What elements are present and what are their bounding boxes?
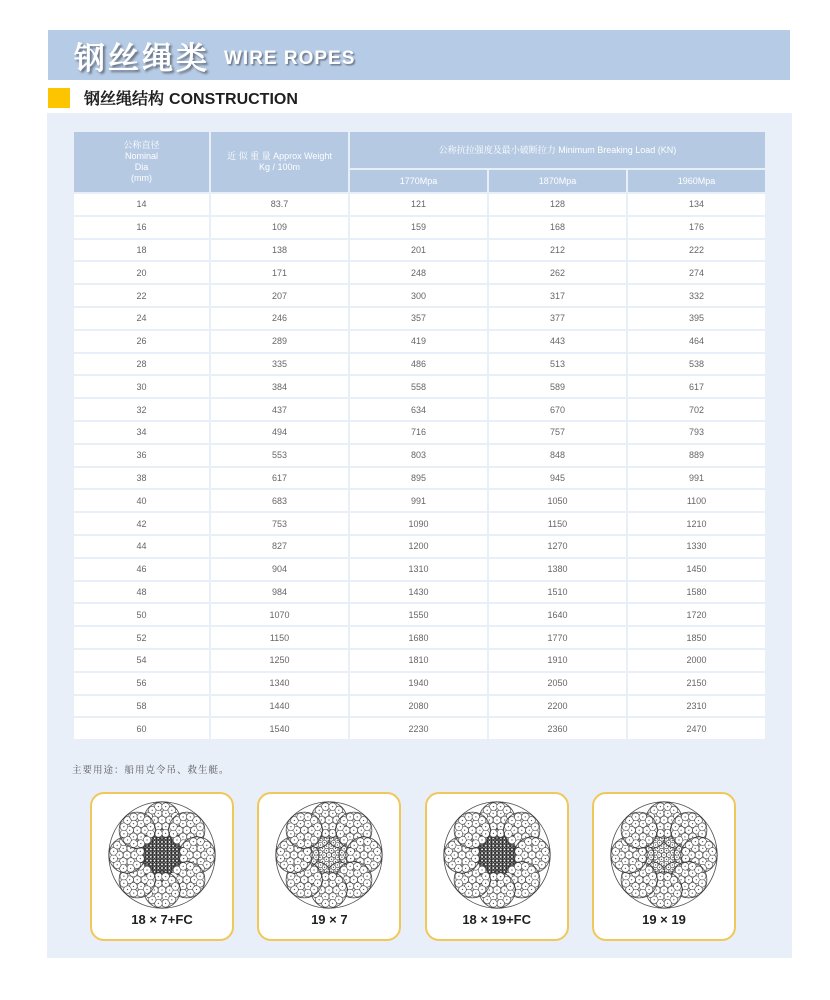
table-row — [74, 217, 765, 238]
spec-cell: 1250 — [211, 650, 348, 671]
table-row — [74, 718, 765, 739]
spec-cell: 991 — [350, 490, 487, 511]
spec-cell: 757 — [489, 422, 626, 443]
spec-cell: 128 — [489, 194, 626, 215]
spec-cell: 1450 — [628, 559, 765, 580]
spec-cell: 40 — [74, 490, 209, 511]
col-header-breaking-load: 公称抗拉强度及最小破断拉力 Minimum Breaking Load (KN) — [350, 132, 765, 168]
col-header-weight-line2: Kg / 100m — [258, 162, 301, 172]
spec-cell: 1440 — [211, 696, 348, 717]
spec-cell: 26 — [74, 331, 209, 352]
spec-cell: 317 — [489, 285, 626, 306]
section-title-english: CONSTRUCTION — [169, 91, 298, 108]
spec-cell: 1210 — [628, 513, 765, 534]
spec-cell: 16 — [74, 217, 209, 238]
spec-cell: 168 — [489, 217, 626, 238]
spec-cell: 357 — [350, 308, 487, 329]
col-header-diameter-en3: (mm) — [131, 173, 152, 183]
spec-cell: 1680 — [350, 627, 487, 648]
col-header-diameter-en1: Nominal — [124, 151, 158, 161]
spec-cell: 83.7 — [211, 194, 348, 215]
spec-cell: 109 — [211, 217, 348, 238]
spec-cell: 289 — [211, 331, 348, 352]
spec-cell: 984 — [211, 582, 348, 603]
rope-figure — [607, 799, 721, 911]
spec-cell: 464 — [628, 331, 765, 352]
spec-cell: 176 — [628, 217, 765, 238]
spec-cell: 553 — [211, 445, 348, 466]
table-row — [74, 650, 765, 671]
spec-cell: 2000 — [628, 650, 765, 671]
table-row — [74, 513, 765, 534]
spec-cell: 222 — [628, 240, 765, 261]
spec-cell: 1580 — [628, 582, 765, 603]
table-row — [74, 331, 765, 352]
spec-cell: 945 — [489, 468, 626, 489]
spec-cell: 803 — [350, 445, 487, 466]
spec-cell: 1090 — [350, 513, 487, 534]
spec-cell: 36 — [74, 445, 209, 466]
spec-cell: 38 — [74, 468, 209, 489]
spec-cell: 793 — [628, 422, 765, 443]
spec-cell: 1540 — [211, 718, 348, 739]
construction-card — [90, 792, 234, 941]
usage-note: 主要用途：船用克令吊、救生艇。 — [72, 765, 230, 776]
spec-cell: 207 — [211, 285, 348, 306]
construction-card — [257, 792, 401, 941]
spec-cell: 538 — [628, 354, 765, 375]
spec-cell: 1510 — [489, 582, 626, 603]
spec-cell: 1720 — [628, 604, 765, 625]
table-row — [74, 627, 765, 648]
table-row — [74, 490, 765, 511]
yellow-bullet-icon — [48, 88, 70, 108]
page-title-bar — [48, 30, 790, 80]
page-title-chinese: 钢丝绳类 — [74, 40, 210, 76]
spec-cell: 20 — [74, 262, 209, 283]
spec-cell: 2360 — [489, 718, 626, 739]
col-header-diameter-en2: Dia — [134, 162, 149, 172]
spec-cell: 494 — [211, 422, 348, 443]
table-row — [74, 354, 765, 375]
section-heading — [48, 86, 298, 109]
spec-cell: 683 — [211, 490, 348, 511]
spec-cell: 52 — [74, 627, 209, 648]
spec-cell: 617 — [211, 468, 348, 489]
spec-table-body — [74, 194, 765, 739]
spec-cell: 60 — [74, 718, 209, 739]
table-row — [74, 308, 765, 329]
spec-cell: 1640 — [489, 604, 626, 625]
spec-cell: 991 — [628, 468, 765, 489]
spec-cell: 1340 — [211, 673, 348, 694]
spec-cell: 1850 — [628, 627, 765, 648]
spec-cell: 1150 — [211, 627, 348, 648]
content-panel — [47, 113, 792, 958]
spec-cell: 377 — [489, 308, 626, 329]
spec-cell: 48 — [74, 582, 209, 603]
spec-cell: 2200 — [489, 696, 626, 717]
spec-cell: 32 — [74, 399, 209, 420]
col-header-1770mpa: 1770Mpa — [350, 170, 487, 192]
rope-figure — [440, 799, 554, 911]
spec-cell: 18 — [74, 240, 209, 261]
spec-cell: 58 — [74, 696, 209, 717]
spec-cell: 171 — [211, 262, 348, 283]
spec-cell: 904 — [211, 559, 348, 580]
spec-cell: 14 — [74, 194, 209, 215]
construction-label: 19 × 7 — [311, 912, 348, 927]
page-title-english: WIRE ROPES — [224, 48, 356, 69]
spec-cell: 22 — [74, 285, 209, 306]
spec-cell: 753 — [211, 513, 348, 534]
col-header-1870mpa: 1870Mpa — [489, 170, 626, 192]
spec-cell: 332 — [628, 285, 765, 306]
spec-cell: 2150 — [628, 673, 765, 694]
spec-cell: 1770 — [489, 627, 626, 648]
construction-card — [425, 792, 569, 941]
table-row — [74, 422, 765, 443]
construction-label: 19 × 19 — [642, 912, 686, 927]
spec-cell: 2050 — [489, 673, 626, 694]
spec-cell: 2470 — [628, 718, 765, 739]
col-header-diameter-cn: 公称直径 — [123, 140, 160, 150]
table-row — [74, 468, 765, 489]
spec-cell: 1330 — [628, 536, 765, 557]
spec-cell: 42 — [74, 513, 209, 534]
spec-table — [72, 130, 767, 741]
spec-cell: 589 — [489, 376, 626, 397]
spec-cell: 50 — [74, 604, 209, 625]
spec-cell: 335 — [211, 354, 348, 375]
col-header-diameter — [74, 132, 209, 192]
spec-cell: 634 — [350, 399, 487, 420]
spec-cell: 30 — [74, 376, 209, 397]
spec-cell: 395 — [628, 308, 765, 329]
spec-cell: 2230 — [350, 718, 487, 739]
spec-cell: 384 — [211, 376, 348, 397]
spec-cell: 138 — [211, 240, 348, 261]
construction-cards — [90, 792, 736, 941]
spec-cell: 46 — [74, 559, 209, 580]
spec-cell: 617 — [628, 376, 765, 397]
col-header-weight-line1: 近 似 重 量 Approx Weight — [227, 151, 332, 161]
table-row — [74, 445, 765, 466]
spec-cell: 1910 — [489, 650, 626, 671]
spec-cell: 1100 — [628, 490, 765, 511]
spec-cell: 716 — [350, 422, 487, 443]
spec-cell: 513 — [489, 354, 626, 375]
spec-cell: 246 — [211, 308, 348, 329]
spec-cell: 300 — [350, 285, 487, 306]
table-row — [74, 376, 765, 397]
spec-cell: 24 — [74, 308, 209, 329]
spec-cell: 28 — [74, 354, 209, 375]
rope-figure — [105, 799, 219, 911]
spec-cell: 437 — [211, 399, 348, 420]
spec-cell: 248 — [350, 262, 487, 283]
spec-cell: 558 — [350, 376, 487, 397]
spec-cell: 212 — [489, 240, 626, 261]
spec-cell: 2310 — [628, 696, 765, 717]
spec-cell: 1430 — [350, 582, 487, 603]
spec-cell: 54 — [74, 650, 209, 671]
table-row — [74, 582, 765, 603]
construction-label: 18 × 19+FC — [462, 912, 531, 927]
table-row — [74, 240, 765, 261]
spec-cell: 44 — [74, 536, 209, 557]
table-row — [74, 285, 765, 306]
spec-cell: 2080 — [350, 696, 487, 717]
spec-cell: 262 — [489, 262, 626, 283]
table-row — [74, 673, 765, 694]
table-row — [74, 536, 765, 557]
table-row — [74, 194, 765, 215]
spec-cell: 1810 — [350, 650, 487, 671]
spec-cell: 1200 — [350, 536, 487, 557]
spec-cell: 895 — [350, 468, 487, 489]
table-row — [74, 604, 765, 625]
spec-cell: 1150 — [489, 513, 626, 534]
section-title — [84, 86, 298, 109]
spec-cell: 274 — [628, 262, 765, 283]
spec-cell: 443 — [489, 331, 626, 352]
spec-cell: 201 — [350, 240, 487, 261]
spec-cell: 134 — [628, 194, 765, 215]
col-header-1960mpa: 1960Mpa — [628, 170, 765, 192]
spec-cell: 486 — [350, 354, 487, 375]
table-row — [74, 399, 765, 420]
spec-cell: 1050 — [489, 490, 626, 511]
spec-cell: 56 — [74, 673, 209, 694]
spec-cell: 670 — [489, 399, 626, 420]
construction-card — [592, 792, 736, 941]
col-header-weight — [211, 132, 348, 192]
spec-table-header — [74, 132, 765, 192]
spec-cell: 1380 — [489, 559, 626, 580]
spec-cell: 889 — [628, 445, 765, 466]
table-row — [74, 559, 765, 580]
section-title-chinese: 钢丝绳结构 — [84, 91, 165, 108]
spec-cell: 1550 — [350, 604, 487, 625]
spec-cell: 1940 — [350, 673, 487, 694]
spec-cell: 848 — [489, 445, 626, 466]
spec-cell: 1270 — [489, 536, 626, 557]
spec-cell: 827 — [211, 536, 348, 557]
spec-cell: 121 — [350, 194, 487, 215]
spec-cell: 419 — [350, 331, 487, 352]
construction-label: 18 × 7+FC — [131, 912, 193, 927]
table-row — [74, 696, 765, 717]
spec-cell: 1070 — [211, 604, 348, 625]
spec-cell: 1310 — [350, 559, 487, 580]
table-row — [74, 262, 765, 283]
spec-cell: 159 — [350, 217, 487, 238]
spec-cell: 34 — [74, 422, 209, 443]
rope-figure — [272, 799, 386, 911]
spec-cell: 702 — [628, 399, 765, 420]
